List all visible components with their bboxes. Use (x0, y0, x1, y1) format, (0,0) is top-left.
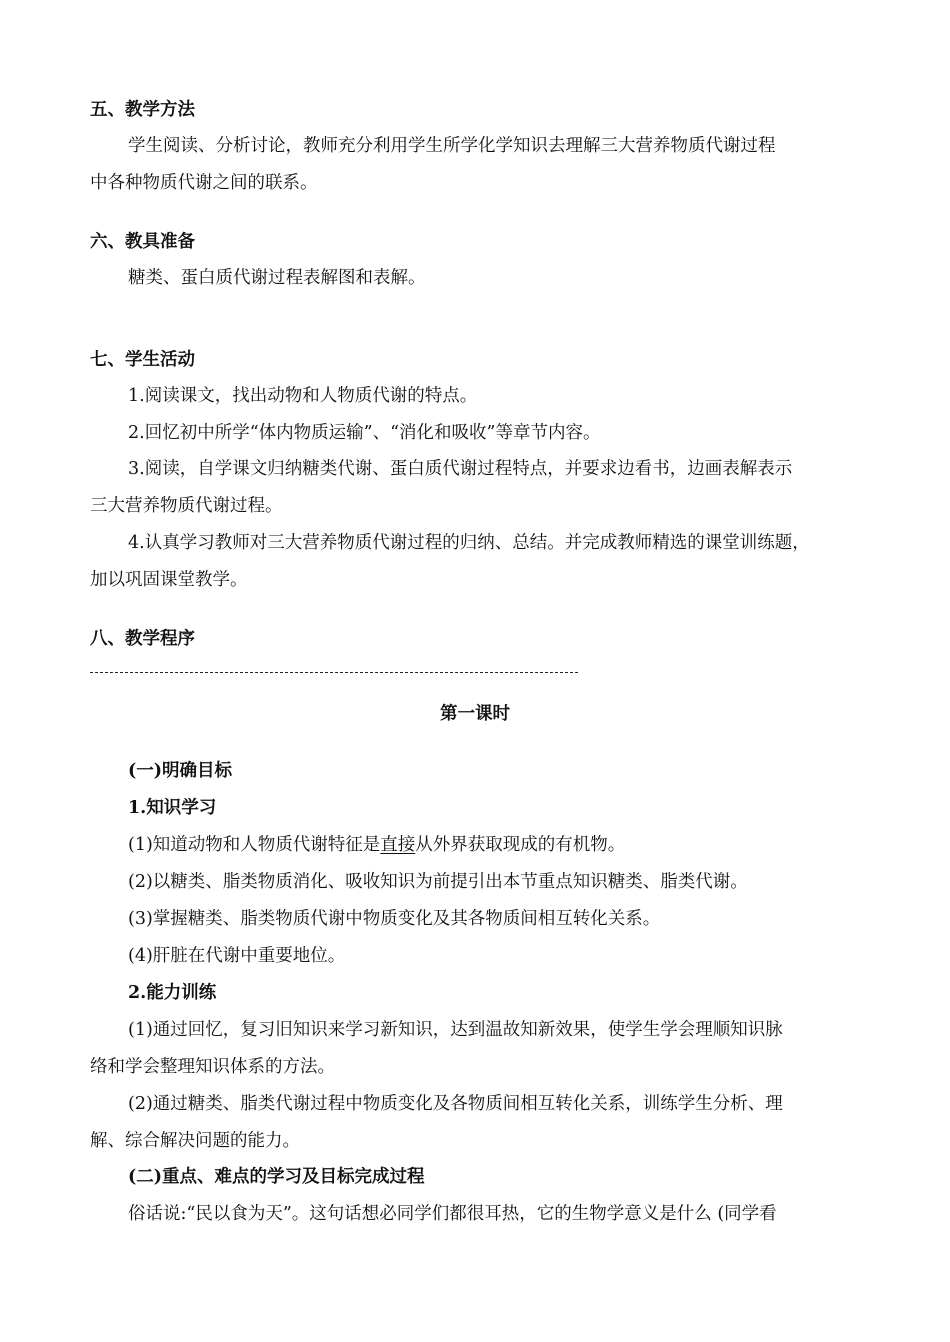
activity-item-1: 1.阅读课文，找出动物和人物质代谢的特点。 (128, 386, 478, 406)
ability-heading: 2.能力训练 (128, 983, 217, 1003)
process-heading: (二)重点、难点的学习及目标完成过程 (128, 1167, 425, 1187)
section-6-paragraph: 糖类、蛋白质代谢过程表解图和表解。 (128, 268, 426, 288)
dashed-divider (90, 672, 578, 673)
ability-item-1-line-2: 络和学会整理知识体系的方法。 (90, 1057, 335, 1077)
ability-item-1-line-1: (1)通过回忆，复习旧知识来学习新知识，达到温故知新效果，使学生学会理顺知识脉 (128, 1020, 783, 1040)
ability-item-2-line-1: (2)通过糖类、脂类代谢过程中物质变化及各物质间相互转化关系，训练学生分析、理 (128, 1094, 783, 1114)
ability-item-2-line-2: 解、综合解决问题的能力。 (90, 1131, 300, 1151)
section-8-heading: 八、教学程序 (90, 629, 195, 649)
goal-heading: (一)明确目标 (128, 761, 233, 781)
knowledge-item-1 (128, 833, 625, 857)
lesson-title: 第一课时 (440, 704, 510, 724)
activity-item-4-line-1: 4.认真学习教师对三大营养物质代谢过程的归纳、总结。并完成教师精选的课堂训练题， (128, 533, 810, 553)
section-7-heading: 七、学生活动 (90, 350, 195, 370)
section-6-heading: 六、教具准备 (90, 232, 195, 252)
knowledge-item-2: (2)以糖类、脂类物质消化、吸收知识为前提引出本节重点知识糖类、脂类代谢。 (128, 872, 748, 892)
knowledge-item-4: (4)肝脏在代谢中重要地位。 (128, 946, 346, 966)
knowledge-item-1-text-b: 从外界获取现成的有机物。 (415, 835, 626, 855)
knowledge-heading: 1.知识学习 (128, 798, 217, 818)
knowledge-item-1-underlined: 直接 (380, 835, 416, 855)
section-5-heading: 五、教学方法 (90, 100, 195, 120)
knowledge-item-3: (3)掌握糖类、脂类物质代谢中物质变化及其各物质间相互转化关系。 (128, 909, 661, 929)
section-5-paragraph-line-1: 学生阅读、分析讨论，教师充分利用学生所学化学知识去理解三大营养物质代谢过程 (128, 136, 776, 156)
activity-item-2: 2.回忆初中所学“体内物质运输”、“消化和吸收”等章节内容。 (128, 423, 601, 443)
section-5-paragraph-line-2: 中各种物质代谢之间的联系。 (90, 173, 318, 193)
knowledge-item-1-text-a: (1)知道动物和人物质代谢特征是 (128, 835, 381, 855)
process-paragraph-line-1: 俗话说:“民以食为天”。这句话想必同学们都很耳热，它的生物学意义是什么 (同学看 (128, 1204, 777, 1224)
activity-item-4-line-2: 加以巩固课堂教学。 (90, 570, 248, 590)
activity-item-3-line-2: 三大营养物质代谢过程。 (90, 496, 283, 516)
activity-item-3-line-1: 3.阅读，自学课文归纳糖类代谢、蛋白质代谢过程特点，并要求边看书，边画表解表示 (128, 459, 793, 479)
